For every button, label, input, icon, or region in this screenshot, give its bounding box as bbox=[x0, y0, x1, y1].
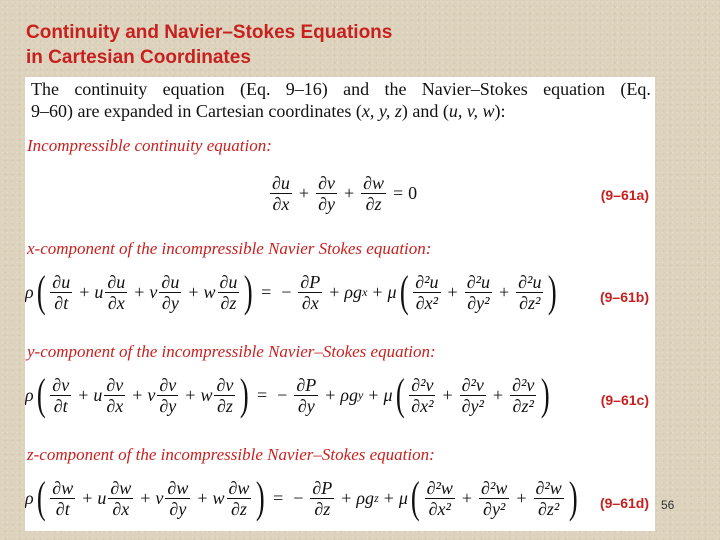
plus-operator: + bbox=[442, 384, 453, 405]
fraction bbox=[50, 375, 71, 416]
continuity-equation bbox=[268, 173, 417, 214]
denominator: ∂y² bbox=[461, 395, 484, 416]
fraction bbox=[510, 375, 536, 416]
numerator: ∂u bbox=[52, 271, 71, 292]
plus-operator: + bbox=[343, 183, 355, 203]
rho-symbol: ρ bbox=[25, 384, 34, 405]
denominator: ∂z bbox=[231, 498, 247, 519]
denominator: ∂z bbox=[216, 395, 233, 416]
mu-symbol: μ bbox=[383, 384, 393, 405]
numerator: ∂P bbox=[296, 374, 317, 395]
fraction bbox=[316, 173, 337, 214]
intro-text-c: ): bbox=[494, 101, 506, 121]
plus-operator: + bbox=[325, 384, 336, 405]
continuity-caption: Incompressible continuity equation: bbox=[27, 136, 272, 155]
denominator: ∂x bbox=[301, 292, 319, 313]
gravity-subscript: x bbox=[362, 284, 368, 299]
numerator: ∂u bbox=[272, 173, 290, 193]
equals-operator: = bbox=[257, 384, 268, 405]
velocity-u: u bbox=[93, 384, 103, 405]
numerator: ∂²v bbox=[411, 374, 434, 395]
y-component-caption: y-component of the incompressible Navier–Stokes equation: bbox=[27, 342, 436, 361]
fraction bbox=[298, 272, 322, 313]
intro-vars-2: u, v, w bbox=[448, 101, 495, 121]
denominator: ∂y² bbox=[483, 498, 506, 519]
right-paren: ) bbox=[240, 370, 250, 419]
intro-word: and bbox=[343, 79, 370, 99]
velocity-w: w bbox=[212, 487, 225, 508]
plus-operator: + bbox=[79, 281, 90, 302]
denominator: ∂y bbox=[318, 194, 335, 214]
intro-word: continuity bbox=[74, 79, 148, 99]
numerator: ∂v bbox=[159, 374, 177, 395]
plus-operator: + bbox=[516, 487, 527, 508]
intro-line-1 bbox=[31, 78, 651, 100]
denominator: ∂t bbox=[53, 395, 68, 416]
left-paren: ( bbox=[36, 370, 46, 419]
intro-word: equation bbox=[162, 79, 225, 99]
plus-operator: + bbox=[492, 384, 504, 405]
gravity-term: ρg bbox=[356, 487, 375, 508]
z-momentum-equation bbox=[25, 473, 580, 522]
numerator: ∂w bbox=[167, 477, 189, 498]
numerator: ∂v bbox=[216, 374, 234, 395]
right-paren: ) bbox=[548, 267, 558, 316]
plus-operator: + bbox=[383, 487, 394, 508]
fraction bbox=[227, 478, 252, 519]
plus-operator: + bbox=[134, 281, 145, 302]
minus-operator: − bbox=[277, 384, 288, 405]
plus-operator: + bbox=[188, 281, 199, 302]
left-paren: ( bbox=[410, 473, 420, 522]
plus-operator: + bbox=[185, 384, 196, 405]
slide-title-line-1: Continuity and Navier–Stokes Equations bbox=[26, 22, 393, 43]
denominator: ∂z² bbox=[519, 292, 541, 313]
denominator: ∂y² bbox=[467, 292, 490, 313]
mu-symbol: μ bbox=[398, 487, 408, 508]
right-paren: ) bbox=[256, 473, 266, 522]
denominator: ∂x² bbox=[411, 395, 434, 416]
intro-text-b: ) and ( bbox=[401, 101, 449, 121]
fraction bbox=[465, 272, 492, 313]
fraction bbox=[108, 478, 133, 519]
denominator: ∂z bbox=[314, 498, 331, 519]
numerator: ∂v bbox=[318, 173, 335, 193]
gravity-subscript: z bbox=[374, 490, 379, 505]
denominator: ∂z bbox=[220, 292, 237, 313]
numerator: ∂w bbox=[228, 477, 250, 498]
denominator: ∂y bbox=[297, 395, 315, 416]
numerator: ∂w bbox=[52, 477, 74, 498]
equals-operator: = bbox=[393, 183, 404, 203]
slide-title bbox=[26, 20, 392, 70]
intro-text-a: 9–60) are expanded in Cartesian coordinates ( bbox=[31, 101, 362, 121]
fraction bbox=[310, 478, 334, 519]
fraction bbox=[361, 173, 386, 214]
denominator: ∂y bbox=[169, 498, 187, 519]
equals-operator: = bbox=[261, 281, 272, 302]
numerator: ∂u bbox=[219, 271, 238, 292]
velocity-v: v bbox=[149, 281, 158, 302]
numerator: ∂v bbox=[106, 374, 124, 395]
fraction bbox=[479, 478, 509, 519]
rho-symbol: ρ bbox=[25, 487, 34, 508]
fraction bbox=[425, 478, 455, 519]
denominator: ∂x bbox=[272, 194, 290, 214]
minus-operator: − bbox=[293, 487, 304, 508]
slide-title-line-2: in Cartesian Coordinates bbox=[26, 47, 251, 68]
numerator: ∂²v bbox=[512, 374, 535, 395]
fraction bbox=[159, 272, 181, 313]
velocity-u: u bbox=[97, 487, 107, 508]
page-number: 56 bbox=[661, 498, 675, 512]
fraction bbox=[516, 272, 543, 313]
numerator: ∂P bbox=[300, 271, 321, 292]
denominator: ∂t bbox=[54, 292, 69, 313]
denominator: ∂z bbox=[365, 194, 382, 214]
plus-operator: + bbox=[341, 487, 352, 508]
x-momentum-equation bbox=[25, 267, 560, 316]
z-component-caption: z-component of the incompressible Navier–Stokes equation: bbox=[27, 445, 435, 464]
fraction bbox=[218, 272, 240, 313]
fraction bbox=[413, 272, 440, 313]
numerator: ∂u bbox=[161, 271, 180, 292]
velocity-w: w bbox=[200, 384, 213, 405]
denominator: ∂z² bbox=[538, 498, 560, 519]
fraction bbox=[534, 478, 564, 519]
numerator: ∂²w bbox=[481, 477, 508, 498]
plus-operator: + bbox=[132, 384, 143, 405]
numerator: ∂²w bbox=[535, 477, 562, 498]
continuity-rhs: 0 bbox=[408, 183, 418, 203]
denominator: ∂x bbox=[112, 498, 130, 519]
intro-word: The bbox=[31, 79, 59, 99]
gravity-subscript: y bbox=[358, 387, 364, 402]
plus-operator: + bbox=[298, 183, 310, 203]
fraction bbox=[165, 478, 190, 519]
denominator: ∂x² bbox=[428, 498, 451, 519]
velocity-v: v bbox=[155, 487, 164, 508]
intro-word: 9–16) bbox=[285, 79, 328, 99]
fraction bbox=[50, 272, 72, 313]
fraction bbox=[214, 375, 235, 416]
gravity-term: ρg bbox=[340, 384, 358, 405]
plus-operator: + bbox=[329, 281, 340, 302]
left-paren: ( bbox=[395, 370, 405, 419]
right-paren: ) bbox=[244, 267, 254, 316]
left-paren: ( bbox=[36, 473, 46, 522]
rho-symbol: ρ bbox=[25, 281, 34, 302]
plus-operator: + bbox=[140, 487, 151, 508]
numerator: ∂v bbox=[52, 374, 70, 395]
fraction bbox=[105, 272, 127, 313]
fraction bbox=[104, 375, 125, 416]
numerator: ∂²u bbox=[518, 271, 542, 292]
intro-word: (Eq. bbox=[620, 79, 651, 99]
equation-number-9-61d: (9–61d) bbox=[599, 495, 649, 511]
denominator: ∂x bbox=[106, 395, 124, 416]
equation-number-9-61b: (9–61b) bbox=[599, 289, 649, 305]
denominator: ∂y bbox=[159, 395, 177, 416]
denominator: ∂y bbox=[161, 292, 179, 313]
intro-paragraph bbox=[31, 78, 651, 122]
denominator: ∂x bbox=[107, 292, 125, 313]
equation-number-9-61a: (9–61a) bbox=[600, 187, 649, 203]
x-component-caption: x-component of the incompressible Navier Stokes equation: bbox=[27, 239, 432, 258]
fraction bbox=[409, 375, 435, 416]
numerator: ∂w bbox=[363, 173, 385, 193]
velocity-w: w bbox=[203, 281, 216, 302]
fraction bbox=[157, 375, 178, 416]
intro-word: equation bbox=[543, 79, 606, 99]
plus-operator: + bbox=[197, 487, 208, 508]
left-paren: ( bbox=[399, 267, 409, 316]
intro-line-2 bbox=[31, 100, 651, 122]
intro-word: (Eq. bbox=[239, 79, 271, 99]
fraction bbox=[294, 375, 318, 416]
intro-vars-1: x, y, z bbox=[361, 101, 402, 121]
numerator: ∂²w bbox=[426, 477, 453, 498]
plus-operator: + bbox=[461, 487, 473, 508]
plus-operator: + bbox=[368, 384, 379, 405]
plus-operator: + bbox=[499, 281, 510, 302]
intro-word: the bbox=[384, 79, 407, 99]
denominator: ∂x² bbox=[415, 292, 439, 313]
numerator: ∂P bbox=[312, 477, 333, 498]
gravity-term: ρg bbox=[344, 281, 363, 302]
plus-operator: + bbox=[82, 487, 93, 508]
y-momentum-equation bbox=[25, 370, 553, 419]
fraction bbox=[270, 173, 292, 214]
numerator: ∂²v bbox=[461, 374, 484, 395]
intro-word: Navier–Stokes bbox=[421, 79, 528, 99]
denominator: ∂t bbox=[55, 498, 70, 519]
numerator: ∂²u bbox=[466, 271, 490, 292]
fraction bbox=[50, 478, 75, 519]
right-paren: ) bbox=[568, 473, 578, 522]
velocity-u: u bbox=[94, 281, 104, 302]
numerator: ∂u bbox=[107, 271, 126, 292]
velocity-v: v bbox=[147, 384, 156, 405]
plus-operator: + bbox=[372, 281, 383, 302]
mu-symbol: μ bbox=[387, 281, 397, 302]
plus-operator: + bbox=[78, 384, 89, 405]
fraction bbox=[460, 375, 486, 416]
plus-operator: + bbox=[447, 281, 458, 302]
right-paren: ) bbox=[541, 370, 551, 419]
equation-number-9-61c: (9–61c) bbox=[600, 392, 649, 408]
denominator: ∂z² bbox=[512, 395, 534, 416]
left-paren: ( bbox=[36, 267, 46, 316]
equals-operator: = bbox=[273, 487, 284, 508]
numerator: ∂²u bbox=[415, 271, 439, 292]
equations-panel bbox=[25, 77, 655, 531]
minus-operator: − bbox=[281, 281, 292, 302]
numerator: ∂w bbox=[110, 477, 132, 498]
